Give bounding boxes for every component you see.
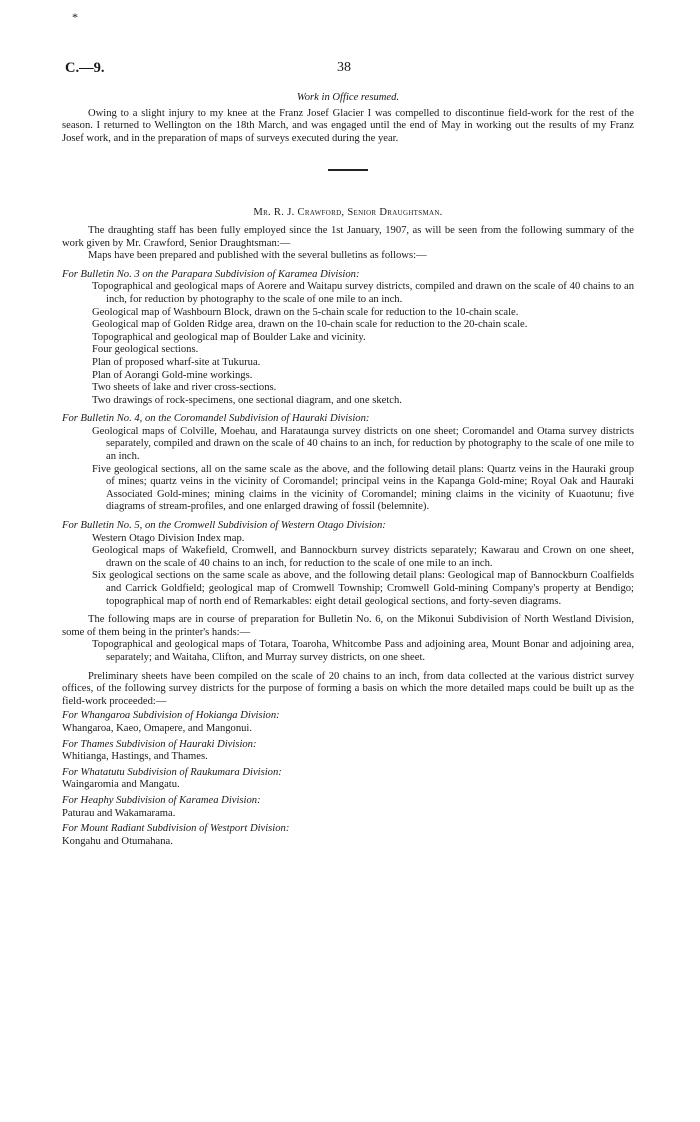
paragraph-bulletin-6: The following maps are in course of preparation for Bulletin No. 6, on the Mikonui Subdivision of North Westland Division, some of them being in the printer's hands:—: [62, 614, 634, 638]
bulletin-5-heading: For Bulletin No. 5, on the Cromwell Subdivision of Western Otago Division:: [62, 520, 386, 532]
list-item: Geological map of Golden Ridge area, drawn on the 10-chain scale for reduction to the 20-chain scale.: [92, 319, 528, 331]
subdivision-districts: Paturau and Wakamarama.: [62, 807, 176, 819]
list-item: Topographical and geological map of Boulder Lake and vicinity.: [92, 331, 366, 343]
preliminary-groups: [62, 710, 634, 848]
list-item: Five geological sections, all on the same scale as the above, and the following detail plans: Quartz veins in the Hauraki group of mines; quartz veins in the vicinity of Coromandel; principal veins in the Kapanga Gold-mine; Royal Oak and Hauraki Associated Gold-mines; mining claims in the vicinity of Coromandel; mining claims in the vicinity of Kuaotunu; five diagrams of stream-profiles, and one enlarged drawing of fossil (belemnite).: [92, 463, 634, 513]
list-item: Four geological sections.: [92, 344, 199, 356]
list-item: Plan of proposed wharf-site at Tukurua.: [92, 356, 261, 368]
list-item: Plan of Aorangi Gold-mine workings.: [92, 369, 253, 381]
section-heading-work-resumed: Work in Office resumed.: [296, 92, 400, 103]
list-item: Geological map of Washbourn Block, drawn on the 5-chain scale for reduction to the 10-chain scale.: [92, 306, 519, 318]
paragraph-work-resumed: Owing to a slight injury to my knee at the Franz Josef Glacier I was compelled to discontinue field-work for the rest of the season. I returned to Wellington on the 18th March, and was engaged until the end of May in working out the results of my Franz Josef work, and in the preparation of maps of surveys executed during the year.: [62, 107, 634, 144]
subdivision-heading: For Mount Radiant Subdivision of Westport Division:: [62, 823, 290, 835]
subdivision-districts: Waingaromia and Mangatu.: [62, 779, 180, 791]
subdivision-districts: Whangaroa, Kaeo, Omapere, and Mangonui.: [62, 722, 253, 734]
subdivision-districts: Kongahu and Otumahana.: [62, 835, 173, 847]
bulletin-4-list: [92, 426, 634, 514]
subdivision-heading: For Heaphy Subdivision of Karamea Division:: [62, 794, 261, 806]
bulletin-6-list: [92, 639, 634, 664]
paragraph-preliminary-sheets: Preliminary sheets have been compiled on the scale of 20 chains to an inch, from data collected at the various district survey offices, of the following survey districts for the purpose of forming a basis on which the more detailed maps could be built up as the field-work proceeded:—: [62, 670, 634, 707]
paragraph-maps-prepared: Maps have been prepared and published with the several bulletins as follows:—: [88, 250, 427, 262]
list-item: Western Otago Division Index map.: [92, 532, 245, 544]
bulletin-4-heading: For Bulletin No. 4, on the Coromandel Subdivision of Hauraki Division:: [62, 413, 370, 425]
corner-mark: *: [72, 10, 78, 24]
list-item: Six geological sections on the same scale as above, and the following detail plans: Geological map of Bannockburn Coalfields and Carrick Goldfield; geological map of Cromwell Township; Cromwell Gold-mining Company's property at Bendigo; topographical map of north end of Remarkables: eight detail geological sections, and forty-seven diagrams.: [92, 570, 634, 607]
bulletin-3-list: [92, 281, 634, 407]
list-item: Geological maps of Wakefield, Cromwell, and Bannockburn survey districts separately; Kawarau and Crown on one sheet, drawn on the scale of 40 chains to an inch, for reduction to the scale of one mile to an inch.: [92, 545, 634, 569]
bulletin-3-heading: For Bulletin No. 3 on the Parapara Subdivision of Karamea Division:: [62, 268, 360, 280]
list-item: Geological maps of Colville, Moehau, and Harataunga survey districts on one sheet; Coromandel and Otama survey districts separately, compiled and drawn on the scale of 40 chains to an inch, for reduction by photography to the scale of one mile to an inch.: [92, 425, 634, 463]
paragraph-draughting-intro: The draughting staff has been fully employed since the 1st January, 1907, as will be seen from the following summary of the work given by Mr. Crawford, Senior Draughtsman:—: [62, 224, 634, 249]
list-item: Topographical and geological maps of Totara, Toaroha, Whitcombe Pass and adjoining area, Mount Bonar and adjoining area, separately; and Waitaha, Clifton, and Murray survey districts, on one sheet.: [92, 639, 634, 663]
section-heading-crawford: Mr. R. J. Crawford, Senior Draughtsman.: [253, 207, 443, 219]
list-item: Two sheets of lake and river cross-sections.: [92, 382, 277, 394]
page-body: [62, 92, 634, 848]
document-reference: C.—9.: [65, 60, 105, 76]
page-number: 38: [337, 60, 351, 75]
list-item: Two drawings of rock-specimens, one sectional diagram, and one sketch.: [92, 394, 402, 406]
subdivision-heading: For Thames Subdivision of Hauraki Division:: [62, 738, 257, 750]
subdivision-heading: For Whatatutu Subdivision of Raukumara Division:: [62, 766, 282, 778]
bulletin-5-list: [92, 533, 634, 609]
list-item: Topographical and geological maps of Aorere and Waitapu survey districts, compiled and drawn on the scale of 40 chains to an inch, for reduction by photography to the scale of one mile to an inch.: [92, 281, 634, 305]
subdivision-districts: Whitianga, Hastings, and Thames.: [62, 751, 208, 763]
subdivision-heading: For Whangaroa Subdivision of Hokianga Division:: [62, 710, 280, 722]
